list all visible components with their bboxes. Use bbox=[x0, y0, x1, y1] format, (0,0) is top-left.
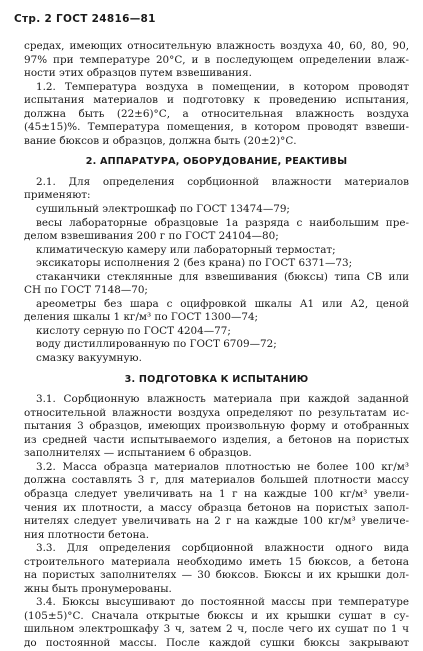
section-heading-3: 3. ПОДГОТОВКА К ИСПЫТАНИЮ bbox=[124, 373, 309, 385]
text-line: 3.1. Сорбционную влажность материала при каждой заданной bbox=[36, 393, 409, 406]
page-header bbox=[14, 13, 156, 25]
text-line: на пористых заполнителях — 30 бюксов. Бюксы и их крышки дол- bbox=[24, 569, 409, 582]
text-line: 1.2. Температура воздуха в помещении, в котором проводят bbox=[36, 80, 409, 93]
document-body bbox=[24, 40, 409, 651]
text-line: образца следует увеличивать на 1 г на каждые 100 кг/м³ увели- bbox=[24, 487, 409, 500]
text-line: стаканчики стеклянные для взвешивания (бюксы) типа СВ или bbox=[36, 270, 409, 283]
text-line: климатическую камеру или лабораторный термостат; bbox=[36, 243, 336, 256]
page-number: Стр. 2 bbox=[14, 13, 53, 25]
text-line: воду дистиллированную по ГОСТ 6709—72; bbox=[36, 338, 277, 351]
text-line: 3.4. Бюксы высушивают до постоянной массы при температуре bbox=[36, 596, 409, 609]
text-line: 2.1. Для определения сорбционной влажности материалов bbox=[36, 175, 409, 188]
text-line: относительной влажности воздуха определяют по результатам ис- bbox=[24, 406, 409, 419]
text-line: (105±5)°С. Сначала открытые бюксы и их крышки сушат в су- bbox=[24, 609, 409, 622]
text-line: применяют: bbox=[24, 189, 91, 202]
text-line: чения их плотности, а массу образца бетонов на пористых запол- bbox=[24, 501, 409, 514]
text-line: деления шкалы 1 кг/м³ по ГОСТ 1300—74; bbox=[24, 311, 259, 324]
text-line: делом взвешивания 200 г по ГОСТ 24104—80; bbox=[24, 230, 279, 243]
text-line: смазку вакуумную. bbox=[36, 352, 142, 365]
text-line: кислоту серную по ГОСТ 4204—77; bbox=[36, 324, 231, 337]
text-line: ния плотности бетона. bbox=[24, 528, 150, 541]
text-line: эксикаторы исполнения 2 (без крана) по ГОСТ 6371—73; bbox=[36, 257, 353, 270]
text-line: (45±15)%. Температура помещения, в котором проводят взвеши- bbox=[24, 121, 409, 134]
text-line: пытания 3 образцов, имеющих произвольную форму и отобранных bbox=[24, 420, 409, 433]
text-line: весы лабораторные образцовые 1а разряда с наибольшим пре- bbox=[36, 216, 409, 229]
text-line: 3.2. Масса образца материалов плотностью не более 100 кг/м³ bbox=[36, 460, 409, 473]
text-line: вание бюксов и образцов, должна быть (20±2)°С. bbox=[24, 134, 297, 147]
text-line: сушильный электрошкаф по ГОСТ 13474—79; bbox=[36, 203, 290, 216]
text-line: СН по ГОСТ 7148—70; bbox=[24, 284, 148, 297]
text-line: должна быть (22±6)°С, а относительная влажность воздуха bbox=[24, 107, 409, 120]
text-line: из средней части испытываемого изделия, а бетонов на пористых bbox=[24, 433, 409, 446]
standard-number: ГОСТ 24816—81 bbox=[56, 13, 156, 25]
text-line: 97% при температуре 20°С, и в последующем определении влаж- bbox=[24, 53, 409, 66]
section-heading-2: 2. АППАРАТУРА, ОБОРУДОВАНИЕ, РЕАКТИВЫ bbox=[85, 156, 348, 168]
text-line: заполнителях — испытанием 6 образцов. bbox=[24, 447, 252, 460]
text-line: ареометры без шара с оцифровкой шкалы А1 или А2, ценой bbox=[36, 297, 409, 310]
text-line: ности этих образцов путем взвешивания. bbox=[24, 67, 252, 80]
text-line: средах, имеющих относительную влажность воздуха 40, 60, 80, 90, bbox=[24, 40, 409, 52]
text-line: нителях следует увеличивать на 2 г на каждые 100 кг/м³ увеличе- bbox=[24, 515, 409, 528]
text-line: 3.3. Для определения сорбционной влажности одного вида bbox=[36, 542, 409, 555]
text-line: должна составлять 3 г, для материалов большей плотности массу bbox=[24, 474, 409, 487]
text-line: до постоянной массы. После каждой сушки бюксы закрывают bbox=[24, 636, 409, 649]
text-line: жны быть пронумерованы. bbox=[24, 582, 172, 595]
text-line: строительного материала необходимо иметь 15 бюксов, а бетона bbox=[24, 555, 409, 568]
text-line: испытания материалов и подготовку к проведению испытания, bbox=[24, 94, 409, 107]
text-line: шильном электрошкафу 3 ч, затем 2 ч, после чего их сушат по 1 ч bbox=[24, 623, 409, 636]
